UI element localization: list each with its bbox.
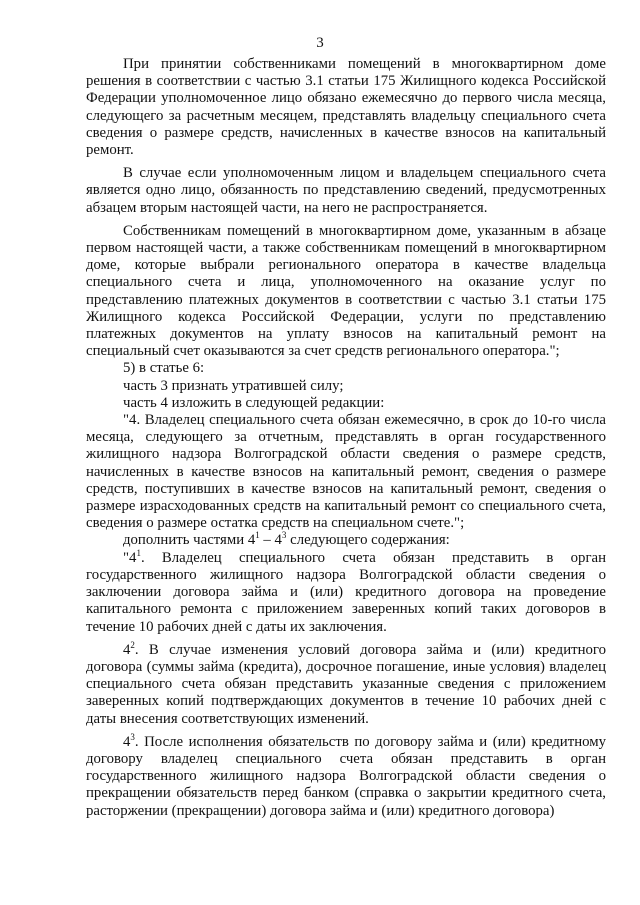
paragraph-part-4-text: "4. Владелец специального счета обязан ежемесячно, в срок до 10-го числа месяца, следующего за отчетным, представлять в орган государственного жилищного надзора Волгоградской области сведения о размере средств, начисленных в качестве взносов на капитальный ремонт, сведения о размере средств, поступивших в качестве взносов на капитальный ремонт, сведения о размере израсходованных средств на капитальный ремонт со специального счета, сведения о размере остатка средств на специальном счете.";	[86, 412, 606, 532]
paragraph-part-4-new-edition: часть 4 изложить в следующей редакции:	[123, 394, 385, 411]
paragraph-regional-operator-services: Собственникам помещений в многоквартирном доме, указанным в абзаце первом настоящей части, а также собственникам помещений в многоквартирном доме, которые выбрали регионального оператора в качестве владельца специального счета и лица, уполномоченного на оказание услуг по представлению платежных документов в соответствии с частью 3.1 статьи 175 Жилищного кодекса Российской Федерации, услуги по представлению платежных документов на уплату взносов на капитальный ремонт на специальный счет оказываются за счет средств регионального оператора.";	[86, 222, 606, 360]
part-4-1-sup: 1	[136, 547, 141, 558]
part-4-3-number: 4	[123, 733, 131, 750]
part-4-2-number: 4	[123, 641, 131, 658]
paragraph-same-person-exception: В случае если уполномоченным лицом и владельцем специального счета является одно лицо, обязанность по представлению сведений, предусмотренных абзацем вторым настоящей части, на него не распространяется.	[86, 165, 606, 216]
paragraph-item-5: 5) в статье 6:	[123, 360, 205, 377]
paragraph-special-account-info: При принятии собственниками помещений в многоквартирном доме решения в соответствии с частью 3.1 статьи 175 Жилищного кодекса Российской Федерации уполномоченное лицо обязано ежемесячно до первого числа месяца, следующего за расчетным месяцем, представлять владельцу специального счета сведения о размере средств, начисленных в качестве взносов на капитальный ремонт.	[86, 56, 606, 159]
add-parts-sup-first: 1	[255, 530, 260, 541]
page-number: 3	[316, 35, 324, 51]
add-parts-prefix: дополнить частями 4	[123, 532, 256, 549]
part-4-3-text: . После исполнения обязательств по договору займа и (или) кредитному договору владелец специального счета обязан представить в орган государственного жилищного надзора Волгоградской области сведения о прекращении обязательств перед банком (справка о закрытии кредитного счета, расторжении (прекращении) договора займа и (или) кредитного договора)	[86, 733, 606, 819]
part-4-1-number: "4	[123, 549, 137, 566]
add-parts-sup-last: 3	[281, 530, 287, 541]
paragraph-part-4-3	[86, 731, 606, 820]
document-body	[86, 56, 606, 820]
paragraph-part-4-1	[86, 547, 606, 636]
part-4-1-text: . Владелец специального счета обязан представить в орган государственного жилищного надзора Волгоградской области сведения о заключении договора займа и (или) кредитного договора на проведение капитального ремонта с приложением заверенных копий таких договоров в течение 10 рабочих дней с даты их заключения.	[86, 549, 606, 635]
paragraph-part-4-2	[86, 639, 606, 728]
part-4-2-sup: 2	[130, 639, 135, 650]
paragraph-part-3-repeal: часть 3 признать утратившей силу;	[123, 377, 344, 394]
paragraph-add-parts	[86, 532, 606, 549]
part-4-2-text: . В случае изменения условий договора займа и (или) кредитного договора (суммы займа (кредита), досрочное погашение, иные условия) владелец специального счета обязан представить указанные сведения с приложением заверенных копий подтверждающих документов в течение 10 рабочих дней с даты внесения соответствующих изменений.	[86, 641, 606, 727]
add-parts-suffix: следующего содержания:	[286, 532, 450, 549]
add-parts-dash: – 4	[259, 532, 282, 549]
part-4-3-sup: 3	[130, 731, 135, 742]
